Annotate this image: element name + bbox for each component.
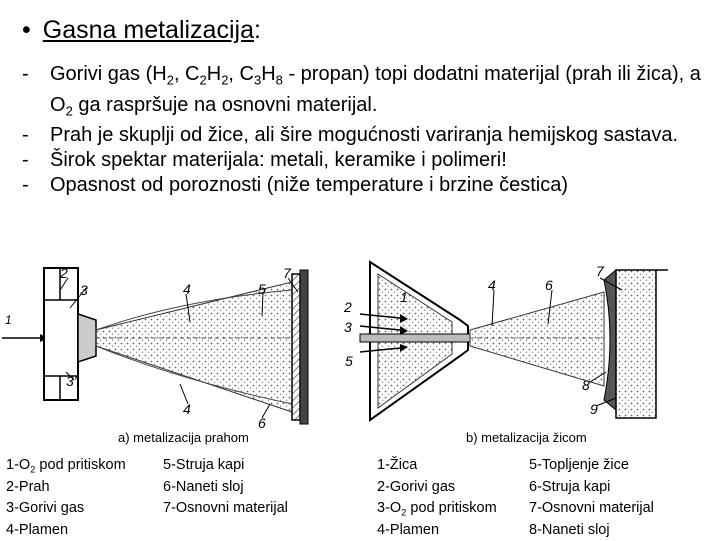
left-label-1: 1 bbox=[5, 313, 12, 327]
metallization-figures bbox=[0, 250, 720, 450]
left-label-6: 6 bbox=[258, 415, 266, 431]
legend-item: 4-Plamen bbox=[377, 520, 497, 541]
legend-item: 2-Prah bbox=[6, 477, 126, 499]
bullet-text-1: Gorivi gas ($H_2$, $C_2H_2$, $C_3H_8$ - propan) topi dodatni materijal (prah ili žica), a $O_2$ ga raspršuje na osnovni materijal. bbox=[50, 63, 701, 116]
title-text: Gasna metalizacija bbox=[43, 16, 254, 44]
legend-item: 5-Struja kapi bbox=[163, 455, 288, 477]
legend-item: $3-O_2$ pod pritiskom bbox=[377, 498, 497, 520]
powder-gun-diagram bbox=[2, 265, 308, 431]
legend-item: 5-Topljenje žice bbox=[529, 455, 654, 477]
bullet-point-4 bbox=[22, 173, 712, 198]
right-figure-caption: b) metalizacija žicom bbox=[466, 430, 587, 445]
dash-marker: - bbox=[22, 173, 29, 198]
left-label-4: 4 bbox=[183, 281, 191, 297]
slide-title bbox=[22, 16, 261, 45]
bullet-text-2: Prah je skuplji od žice, ali šire mogućnosti variranja hemijskog sastava. bbox=[50, 124, 678, 146]
right-label-9: 9 bbox=[590, 401, 598, 417]
title-bullet: • bbox=[22, 16, 31, 44]
left-label-4b: 4 bbox=[183, 401, 191, 417]
right-label-2: 2 bbox=[343, 299, 352, 315]
legend-item: 8-Naneti sloj bbox=[529, 520, 654, 541]
left-label-3prime: 3' bbox=[66, 373, 78, 389]
right-label-4: 4 bbox=[488, 277, 496, 293]
legend-powder-col1 bbox=[6, 455, 126, 541]
dash-marker: - bbox=[22, 123, 29, 148]
legend-item: 4-Plamen bbox=[6, 520, 126, 541]
bullet-point-1 bbox=[22, 62, 712, 123]
bullet-text-3: Širok spektar materijala: metali, keramike i polimeri! bbox=[50, 149, 507, 171]
right-label-7: 7 bbox=[596, 263, 605, 279]
legend-item: 6-Struja kapi bbox=[529, 477, 654, 499]
left-figure-caption: a) metalizacija prahom bbox=[118, 430, 249, 445]
legend-item: 1-Žica bbox=[377, 455, 497, 477]
legend-wire-col2 bbox=[529, 455, 654, 541]
bullet-list bbox=[22, 62, 712, 198]
right-label-3: 3 bbox=[344, 319, 352, 335]
bullet-point-2 bbox=[22, 123, 712, 148]
left-label-5: 5 bbox=[258, 281, 266, 297]
bullet-text-4: Opasnost od poroznosti (niže temperature i brzine čestica) bbox=[50, 174, 568, 196]
legend-item: 7-Osnovni materijal bbox=[529, 498, 654, 520]
legend-item: 2-Gorivi gas bbox=[377, 477, 497, 499]
legend-item: 3-Gorivi gas bbox=[6, 498, 126, 520]
legend-item: $1-O_2$ pod pritiskom bbox=[6, 455, 126, 477]
left-label-7: 7 bbox=[283, 265, 292, 281]
dash-marker: - bbox=[22, 62, 29, 87]
dash-marker: - bbox=[22, 148, 29, 173]
legend-wire-col1 bbox=[377, 455, 497, 541]
right-label-1: 1 bbox=[400, 289, 408, 305]
wire-gun-diagram bbox=[343, 262, 668, 420]
right-label-6: 6 bbox=[545, 277, 553, 293]
legend-powder-col2 bbox=[163, 455, 288, 520]
legend-item: 7-Osnovni materijal bbox=[163, 498, 288, 520]
title-colon: : bbox=[254, 16, 261, 44]
left-label-3: 3 bbox=[80, 282, 88, 298]
bullet-point-3 bbox=[22, 148, 712, 173]
legend-item: 6-Naneti sloj bbox=[163, 477, 288, 499]
left-label-2: 2 bbox=[59, 265, 68, 281]
right-label-5: 5 bbox=[345, 353, 353, 369]
right-label-8: 8 bbox=[582, 377, 590, 393]
